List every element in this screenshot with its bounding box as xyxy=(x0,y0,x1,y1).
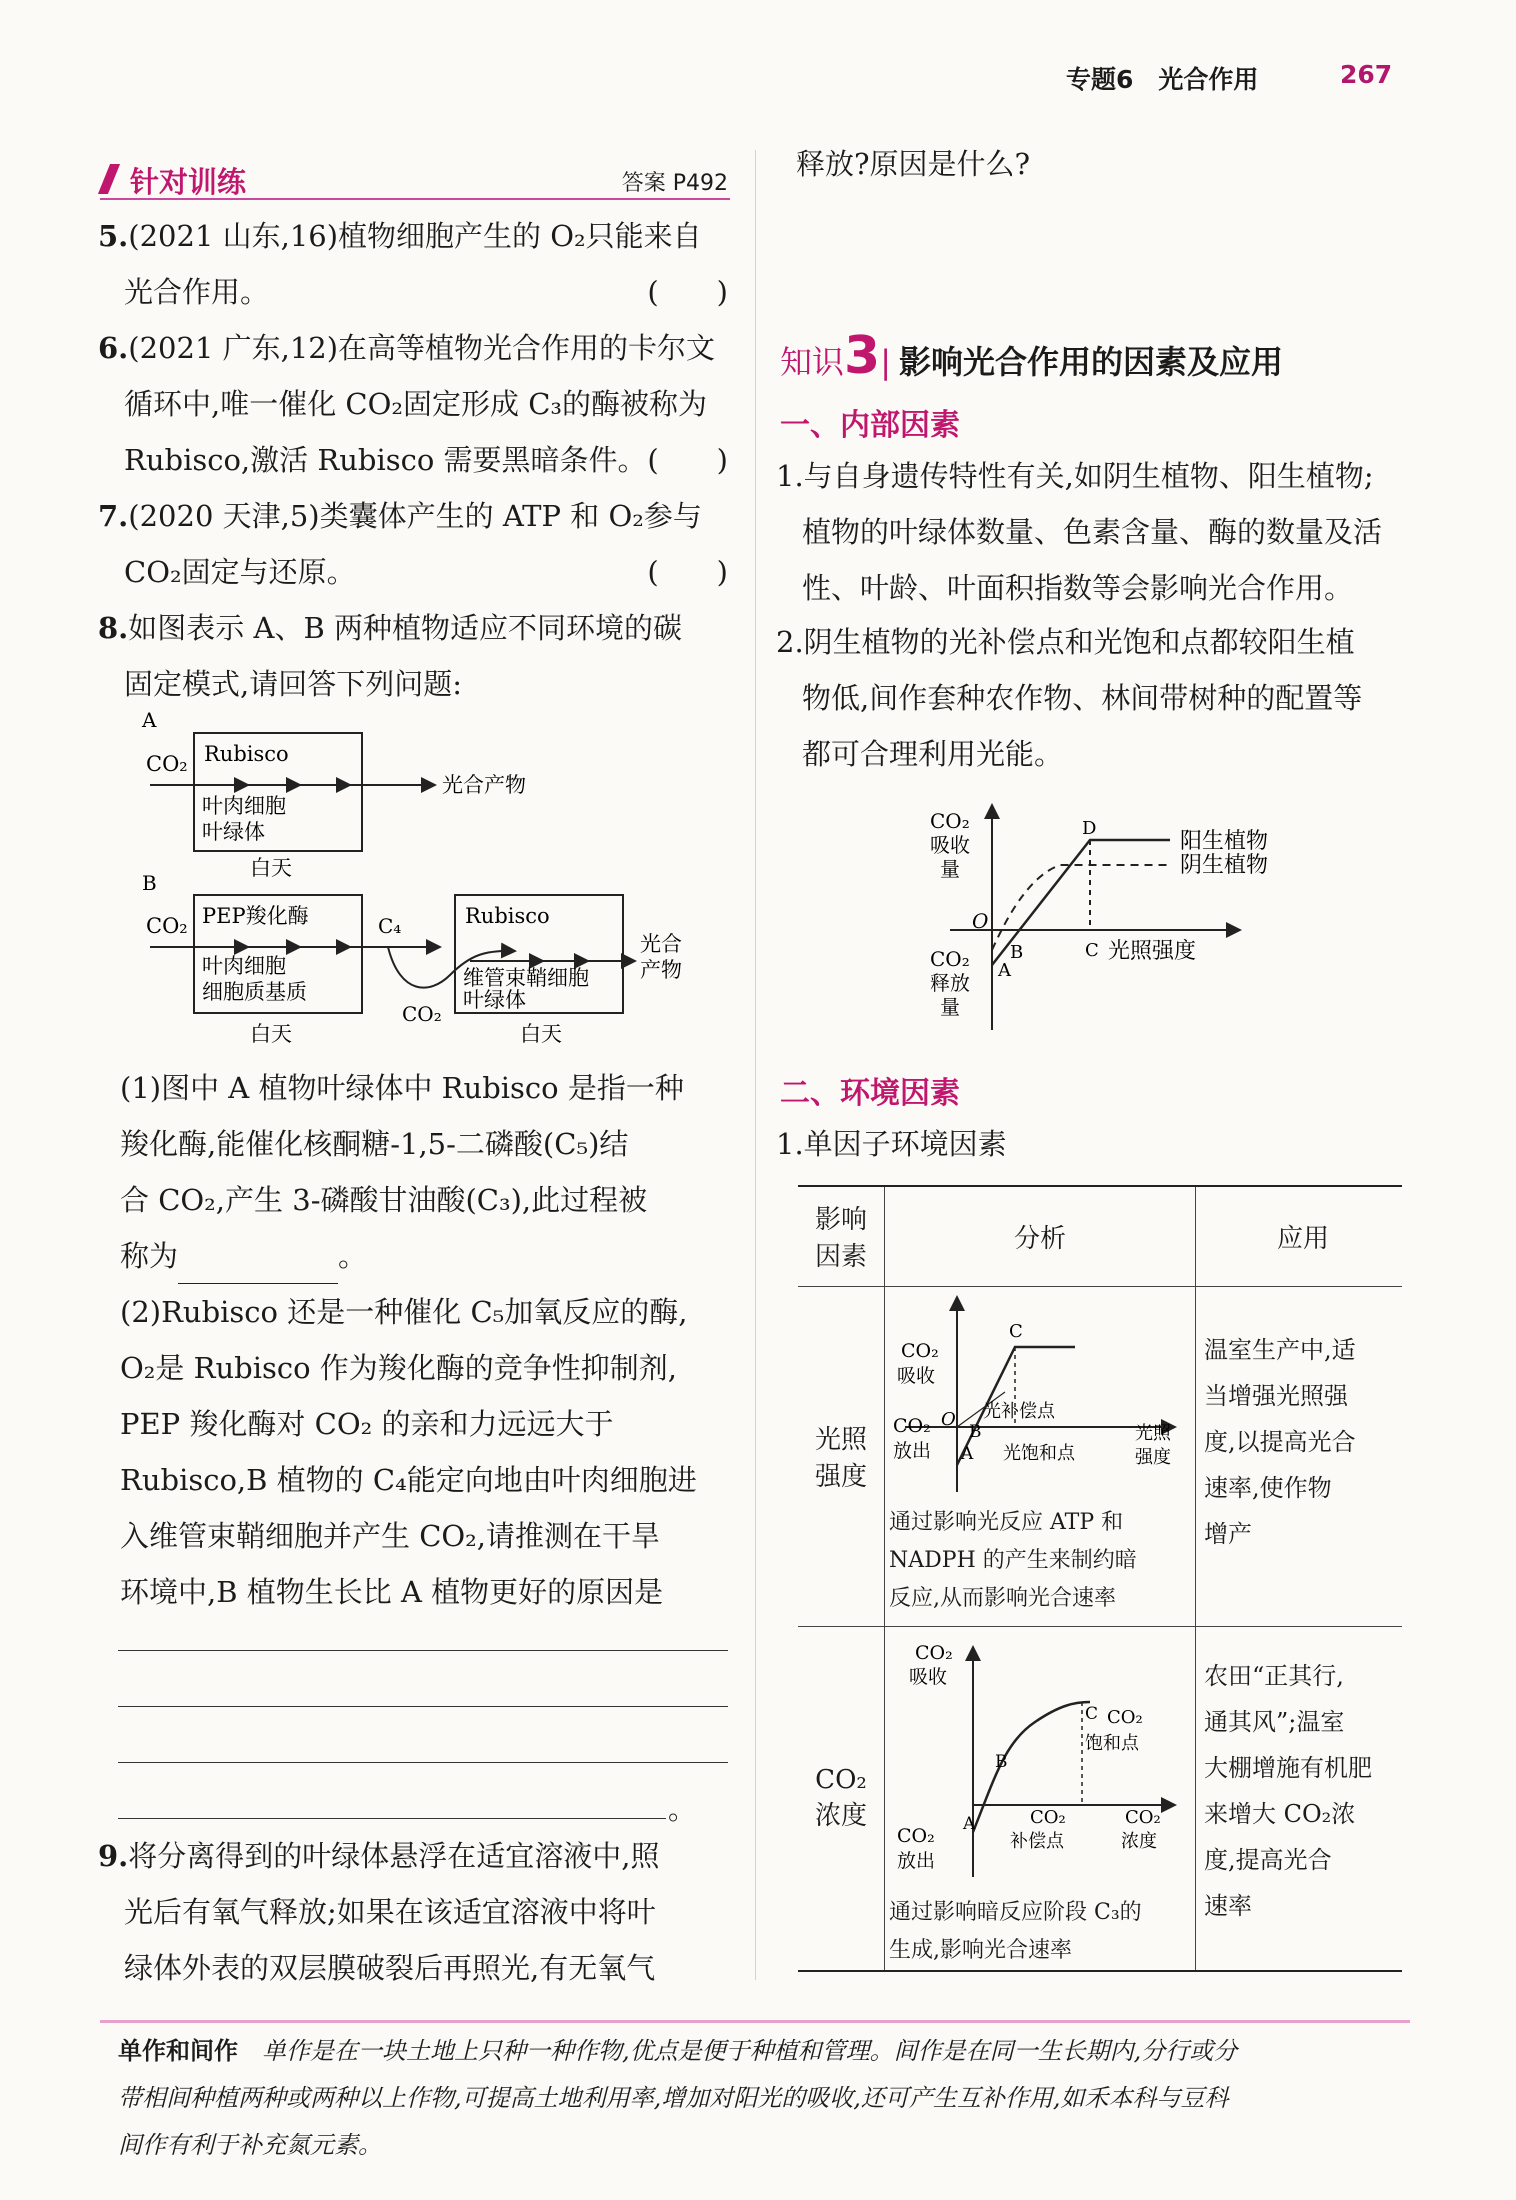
single-factor-heading: 1.单因子环境因素 xyxy=(776,1127,1007,1161)
paragraph-1: 1.与自身遗传特性有关,如阴生植物、阳生植物; 植物的叶绿体数量、色素含量、酶的数量及活 性、叶龄、叶面积指数等会影响光合作用。 xyxy=(776,459,1383,605)
answer-parentheses: ( ) xyxy=(647,275,728,309)
fill-blank[interactable] xyxy=(178,1253,338,1284)
pen-icon xyxy=(98,164,120,194)
footnote: 单作和间作 单作是在一块土地上只种一种作物,优点是便于种植和管理。间作是在同一生长期内,分行或分 带相间种植两种或两种以上作物,可提高土地利用率,增加对阳光的吸收,还可产生互补作用,如禾本科与豆科 间作有利于补充氮元素。 xyxy=(118,2037,1238,2159)
sun-shade-light-graph xyxy=(920,800,1340,1040)
co2-label-a: CO₂ xyxy=(146,752,188,776)
pep-label: PEP羧化酶 xyxy=(202,904,309,928)
svg-text:吸收: 吸收 xyxy=(930,833,970,857)
rubisco-label-a: Rubisco xyxy=(204,742,289,766)
knowledge-prefix: 知识 xyxy=(780,343,845,381)
svg-text:CO₂: CO₂ xyxy=(930,809,970,833)
product-label-a: 光合产物 xyxy=(442,773,526,797)
svg-text:CO₂: CO₂ xyxy=(1030,1806,1066,1828)
mesophyll-label-a: 叶肉细胞 xyxy=(202,794,286,818)
chloroplast-label-a: 叶绿体 xyxy=(202,820,265,844)
cytoplasm-label: 细胞质基质 xyxy=(202,980,307,1004)
svg-text:光饱和点: 光饱和点 xyxy=(1003,1442,1075,1464)
answer-parentheses: ( ) xyxy=(647,443,728,477)
question-7: 7.(2020 天津,5)类囊体产生的 ATP 和 O₂参与 CO₂固定与还原。 ( ) xyxy=(98,488,728,600)
heading-internal-factors: 一、内部因素 xyxy=(780,408,960,443)
paragraph-2: 2.阴生植物的光补偿点和光饱和点都较阳生植 物低,间作套种农作物、林间带树种的配置等 都可合理利用光能。 xyxy=(776,625,1363,771)
question-8-part-1: (1)图中 A 植物叶绿体中 Rubisco 是指一种 羧化酶,能催化核酮糖-1,5-二磷酸(C₅)结 合 CO₂,产生 3-磷酸甘油酸(C₃),此过程被 称为 。 xyxy=(120,1060,732,1284)
mesophyll-label-b: 叶肉细胞 xyxy=(202,954,286,978)
co2-concentration-graph xyxy=(885,1627,1195,1887)
c4-label: C₄ xyxy=(378,914,402,938)
svg-text:吸收: 吸收 xyxy=(897,1364,936,1387)
rubisco-label-b: Rubisco xyxy=(465,904,550,928)
svg-text:A: A xyxy=(998,960,1011,981)
question-6: 6.(2021 广东,12)在高等植物光合作用的卡尔文 循环中,唯一催化 CO₂固定形成 C₃的酶被称为 Rubisco,激活 Rubisco 需要黑暗条件。 ( ) xyxy=(98,320,728,488)
svg-text:CO₂: CO₂ xyxy=(915,1641,953,1664)
section-title-bar xyxy=(100,158,730,200)
svg-text:O: O xyxy=(972,909,989,933)
heading-environmental-factors: 二、环境因素 xyxy=(780,1076,960,1111)
question-8-part-2: (2)Rubisco 还是一种催化 C₅加氧反应的酶, O₂是 Rubisco 作为羧化酶的竞争性抑制剂, PEP 羧化酶对 CO₂ 的亲和力远远大于 Rubisco,B 植物的 C₄能定向地由叶肉细胞进 入维管束鞘细胞并产生 CO₂,请推测在干旱 环境中,B 植物生长比 A 植物更好的原因是 xyxy=(120,1295,697,1609)
question-5: 5.(2021 山东,16)植物细胞产生的 O₂只能来自 光合作用。 ( ) xyxy=(98,208,728,320)
svg-text:B: B xyxy=(1010,942,1024,963)
answer-line-4[interactable] xyxy=(118,1818,666,1819)
svg-text:CO₂: CO₂ xyxy=(1107,1706,1143,1728)
svg-text:补偿点: 补偿点 xyxy=(1010,1830,1064,1852)
factor-co2-concentration: CO₂ 浓度 xyxy=(798,1626,885,1971)
svg-text:浓度: 浓度 xyxy=(1121,1830,1157,1852)
knowledge-heading: 知识3| 影响光合作用的因素及应用 xyxy=(780,326,1283,386)
daytime-label-b1: 白天 xyxy=(250,1022,292,1046)
svg-text:CO₂: CO₂ xyxy=(897,1824,935,1847)
knowledge-title: 影响光合作用的因素及应用 xyxy=(898,343,1283,381)
svg-text:C: C xyxy=(1085,940,1099,961)
carbon-fixation-diagram xyxy=(130,705,730,1055)
svg-text:阴生植物: 阴生植物 xyxy=(1180,853,1269,878)
answer-line-3[interactable] xyxy=(118,1762,728,1763)
light-intensity-graph xyxy=(885,1287,1195,1497)
daytime-label-b2: 白天 xyxy=(520,1022,562,1046)
svg-text:O: O xyxy=(941,1408,956,1430)
header-application: 应用 xyxy=(1196,1186,1403,1286)
footnote-divider xyxy=(100,2020,1410,2023)
column-divider xyxy=(755,150,756,1980)
svg-text:光补偿点: 光补偿点 xyxy=(983,1400,1055,1422)
knowledge-number: 3 xyxy=(844,326,881,386)
svg-text:A: A xyxy=(961,1443,974,1464)
question-8: 8.如图表示 A、B 两种植物适应不同环境的碳 固定模式,请回答下列问题: xyxy=(98,611,682,701)
svg-text:强度: 强度 xyxy=(1135,1446,1171,1468)
co2-label-b: CO₂ xyxy=(146,914,188,938)
svg-text:光照: 光照 xyxy=(1135,1422,1171,1444)
svg-text:C: C xyxy=(1085,1703,1099,1724)
label-b: B xyxy=(142,871,157,895)
running-header-topic: 专题6 光合作用 xyxy=(1066,65,1259,94)
svg-text:放出: 放出 xyxy=(893,1439,932,1462)
svg-text:D: D xyxy=(1082,818,1097,839)
svg-text:阳生植物: 阳生植物 xyxy=(1180,829,1269,854)
svg-text:放出: 放出 xyxy=(897,1849,936,1872)
factor-table: 影响 因素 分析 应用 光照 强度 CO₂ 吸收 CO₂ 放出 O C 光补偿点 B A 光饱和点 光照 强度 通过影响光反应 ATP 和 NADPH 的产生来制约暗 反应,从而影响光合速率 温室生产中,适 当增强光照强 度,以提高光合 速率,使作物 增产 CO₂ 浓度 CO₂ 吸收 CO₂ 放出 A B C CO₂ 饱和点 CO₂ 补偿点 CO₂ 浓度 通过影响暗反应阶段 C₃的 生成,影响光合速率 农田“正其行, 通其风”;温室 大棚增施有机肥 来增大 CO₂浓 度,提高光合 速率 xyxy=(798,1185,1402,1972)
shade-plant-curve xyxy=(992,865,1170,950)
svg-text:B: B xyxy=(969,1421,982,1442)
svg-text:吸收: 吸收 xyxy=(909,1665,948,1688)
section-title: 针对训练 xyxy=(130,165,247,199)
daytime-label-a: 白天 xyxy=(250,856,292,880)
question-5-text: (2021 山东,16)植物细胞产生的 O₂只能来自 xyxy=(128,219,702,253)
application-co2: 农田“正其行, 通其风”;温室 大棚增施有机肥 来增大 CO₂浓 度,提高光合 速率 xyxy=(1196,1626,1403,1971)
svg-text:量: 量 xyxy=(940,995,960,1019)
svg-text:B: B xyxy=(995,1751,1008,1772)
answer-parentheses: ( ) xyxy=(647,555,728,589)
product-label-b2: 产物 xyxy=(640,958,682,982)
product-label-b1: 光合 xyxy=(640,932,682,956)
co2-label-b2: CO₂ xyxy=(402,1002,442,1026)
bundle-sheath-label: 维管束鞘细胞 xyxy=(463,966,589,990)
page-number: 267 xyxy=(1340,60,1393,89)
label-a: A xyxy=(142,708,157,732)
svg-text:CO₂: CO₂ xyxy=(930,947,970,971)
footnote-term: 单作和间作 xyxy=(118,2037,238,2065)
svg-text:量: 量 xyxy=(940,857,960,881)
svg-text:释放: 释放 xyxy=(930,971,970,995)
svg-text:CO₂: CO₂ xyxy=(893,1414,931,1437)
question-9: 9.将分离得到的叶绿体悬浮在适宜溶液中,照 光后有氧气释放;如果在该适宜溶液中将叶 绿体外表的双层膜破裂后再照光,有无氧气 xyxy=(98,1839,660,1985)
svg-text:CO₂: CO₂ xyxy=(901,1339,939,1362)
answer-end-mark: 。 xyxy=(668,1793,697,1826)
answer-reference: 答案 P492 xyxy=(621,171,728,196)
answer-line-2[interactable] xyxy=(118,1706,728,1707)
svg-text:C: C xyxy=(1009,1320,1023,1342)
answer-line-1[interactable] xyxy=(118,1650,728,1651)
svg-text:饱和点: 饱和点 xyxy=(1085,1732,1139,1754)
header-analysis: 分析 xyxy=(885,1186,1196,1286)
factor-light-intensity: 光照 强度 xyxy=(798,1286,885,1626)
svg-text:A: A xyxy=(963,1813,976,1834)
svg-text:CO₂: CO₂ xyxy=(1125,1806,1161,1828)
question-9-continued: 释放?原因是什么? xyxy=(796,147,1031,181)
application-light: 温室生产中,适 当增强光照强 度,以提高光合 速率,使作物 增产 xyxy=(1196,1286,1403,1626)
chloroplast-label-b: 叶绿体 xyxy=(463,988,526,1012)
svg-text:光照强度: 光照强度 xyxy=(1108,939,1197,964)
